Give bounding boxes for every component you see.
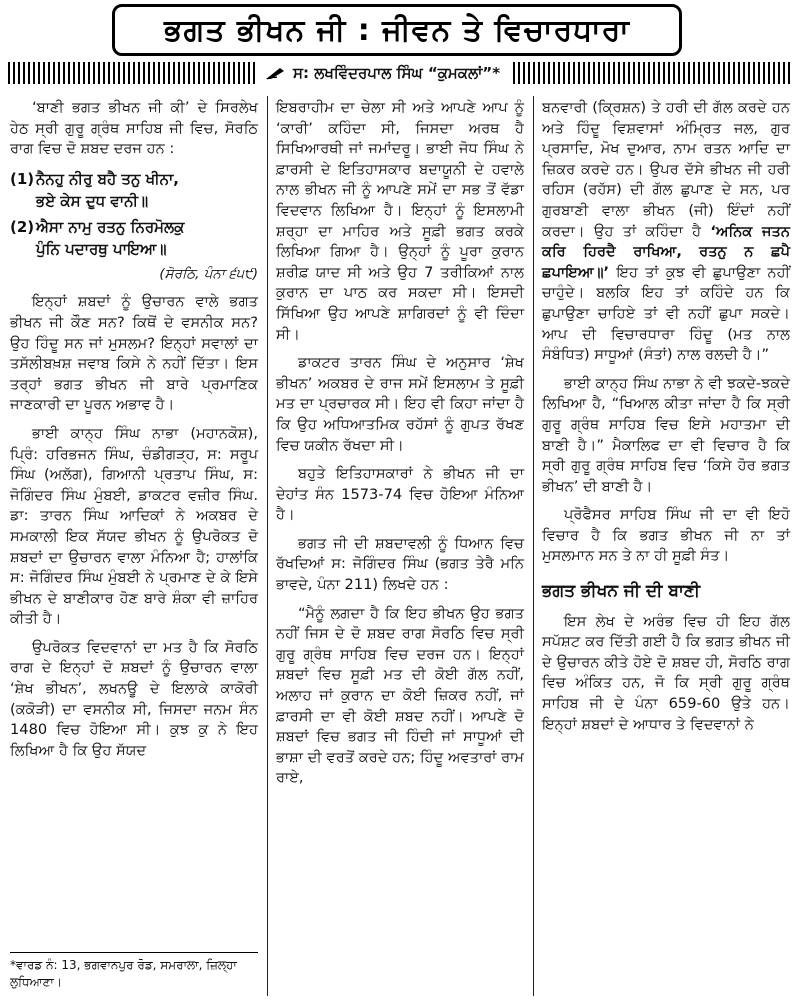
column-1 <box>10 98 258 769</box>
byline <box>255 60 510 86</box>
author-name: ਸ: ਲਖਵਿੰਦਰਪਾਲ ਸਿੰਘ “ਕੁਮਕਲਾਂ”* <box>293 64 501 82</box>
scripture-quote-line: ਰਤਨੁ ਨ ਛਪੈ ਛਪਾਇਆ॥’ <box>542 243 791 281</box>
verse-line: ਨੈਨਹੁ ਨੀਰੁ ਬਹੈ ਤਨੁ ਖੀਨਾ, <box>36 169 179 188</box>
scripture-quote-line: ‘ਅਨਿਕ ਜਤਨ ਕਰਿ ਹਿਰਦੈ ਰਾਖਿਆ, <box>542 222 790 261</box>
verse-number: (1) <box>10 169 35 188</box>
article-title: ਭਗਤ ਭੀਖਨ ਜੀ : ਜੀਵਨ ਤੇ ਵਿਚਾਰਧਾਰਾ <box>164 12 630 48</box>
paragraph: ਪ੍ਰੋਫੈਸਰ ਸਾਹਿਬ ਸਿੰਘ ਜੀ ਦਾ ਵੀ ਇਹੋ ਵਿਚਾਰ ਹੈ ਕਿ ਭਗਤ ਭੀਖਨ ਜੀ ਨਾ ਤਾਂ ਮੁਸਲਮਾਨ ਸਨ ਤੇ ਨਾ ਹੀ ਸੂਫ਼ੀ ਸੰਤ। <box>542 506 790 565</box>
title-box <box>112 4 682 56</box>
paragraph: ਭਗਤ ਜੀ ਦੀ ਸ਼ਬਦਾਵਲੀ ਨੂੰ ਧਿਆਨ ਵਿਚ ਰੱਖਦਿਆਂ ਸ: ਜੋਗਿੰਦਰ ਸਿੰਘ (ਭਗਤ ਤੇਰੈ ਮਨਿ ਭਾਵਦੇ, ਪੰਨਾ 211) ਲਿਖਦੇ ਹਨ : <box>276 534 524 594</box>
paragraph: ਉਪਰੋਕਤ ਵਿਦਵਾਨਾਂ ਦਾ ਮਤ ਹੈ ਕਿ ਸੋਰਠਿ ਰਾਗ ਦੇ ਇਨ੍ਹਾਂ ਦੋ ਸ਼ਬਦਾਂ ਨੂੰ ਉਚਾਰਨ ਵਾਲਾ ‘ਸ਼ੇਖ ਭੀਖਨ’, ਲਖਨਊ ਦੇ ਇਲਾਕੇ ਕਾਕੋਰੀ (ਕਕੋੜੀ) ਦਾ ਵਸਨੀਕ ਸੀ, ਜਿਸਦਾ ਜਨਮ ਸੰਨ 1480 ਵਿਚ ਹੋਇਆ ਸੀ। ਕੁਝ ਕੁ ਨੇ ਇਹ ਲਿਖਿਆ ਹੈ ਕਿ ਉਹ ਸੱਯਦ <box>10 638 258 759</box>
paragraph-text: ਬਨਵਾਰੀ (ਕ੍ਰਿਸ਼ਨ) ਤੇ ਹਰੀ ਦੀ ਗੱਲ ਕਰਦੇ ਹਨ ਅਤੇ ਹਿੰਦੂ ਵਿਸ਼ਵਾਸਾਂ ਅੰਮ੍ਰਿਤ ਜਲ, ਗੁਰ ਪ੍ਰਸਾਦਿ, ਮੋਖ ਦੁਆਰ, ਨਾਮ ਰਤਨ ਆਦਿ ਦਾ ਜ਼ਿਕਰ ਕਰਦੇ ਹਨ। ਉਪਰ ਦੱਸੇ ਭੀਖਨ ਜੀ ਹਰੀ ਰਹਿਸ (ਰਹੱਸ) ਦੀ ਗੱਲ ਛੁਪਾਣ ਦੇ ਸਨ, ਪਰ ਗੁਰਬਾਣੀ ਵਾਲਾ ਭੀਖਨ (ਜੀ) ਇੰਦਾਂ ਨਹੀਂ ਕਰਦਾ। ਉਹ ਤਾਂ ਕਹਿੰਦਾ ਹੈ <box>542 99 790 240</box>
paragraph: ਇਸ ਲੇਖ ਦੇ ਅਰੰਭ ਵਿਚ ਹੀ ਇਹ ਗੱਲ ਸਪੱਸ਼ਟ ਕਰ ਦਿੱਤੀ ਗਈ ਹੈ ਕਿ ਭਗਤ ਭੀਖਨ ਜੀ ਦੇ ਉਚਾਰਨ ਕੀਤੇ ਹੋਏ ਦੋ ਸ਼ਬਦ ਹੀ, ਸੋਰਠਿ ਰਾਗ ਵਿਚ ਅੰਕਿਤ ਹਨ, ਜੋ ਕਿ ਸ੍ਰੀ ਗੁਰੂ ਗ੍ਰੰਥ ਸਾਹਿਬ ਜੀ ਦੇ ਪੰਨਾ 659-60 ਉਤੇ ਹਨ। ਇਨ੍ਹਾਂ ਸ਼ਬਦਾਂ ਦੇ ਆਧਾਰ ਤੇ ਵਿਦਵਾਨਾਂ ਨੇ <box>542 612 790 733</box>
verse-1 <box>10 168 258 212</box>
column-divider <box>267 96 268 996</box>
verse-number: (2) <box>10 217 35 236</box>
quotation: “ਮੈਨੂੰ ਲਗਦਾ ਹੈ ਕਿ ਇਹ ਭੀਖਨ ਉਹ ਭਗਤ ਨਹੀਂ ਜਿਸ ਦੇ ਦੋ ਸ਼ਬਦ ਰਾਗ ਸੋਰਠਿ ਵਿਚ ਸ੍ਰੀ ਗੁਰੂ ਗ੍ਰੰਥ ਸਾਹਿਬ ਵਿਚ ਦਰਜ ਹਨ। ਇਨ੍ਹਾਂ ਸ਼ਬਦਾਂ ਵਿਚ ਸੂਫ਼ੀ ਮਤ ਦੀ ਕੋਈ ਗੱਲ ਨਹੀਂ, ਅਲਾਹ ਜਾਂ ਕੁਰਾਨ ਦਾ ਕੋਈ ਜ਼ਿਕਰ ਨਹੀਂ, ਜਾਂ ਫ਼ਾਰਸੀ ਦਾ ਵੀ ਕੋਈ ਸ਼ਬਦ ਨਹੀਂ। ਆਪਣੇ ਦੋ ਸ਼ਬਦਾਂ ਵਿਚ ਭਗਤ ਜੀ ਹਿੰਦੀ ਜਾਂ ਸਾਧੂਆਂ ਦੀ ਭਾਸ਼ਾ ਦੀ ਵਰਤੋਂ ਕਰਦੇ ਹਨ; ਹਿੰਦੂ ਅਵਤਾਰਾਂ ਰਾਮ ਰਾਏ, <box>276 604 524 787</box>
paragraph-text: ਇਹ ਤਾਂ ਕੁਝ ਵੀ ਛੁਪਾਉਣਾ ਨਹੀਂ ਚਾਹੁੰਦੇ। ਬਲਕਿ ਇਹ ਤਾਂ ਕਹਿੰਦੇ ਹਨ ਕਿ ਛੁਪਾਉਣਾ ਚਾਹਿਏ ਤਾਂ ਵੀ ਨਹੀਂ ਛੁਪਾ ਸਕਦੇ। ਆਪ ਦੀ ਵਿਚਾਰਧਾਰਾ ਹਿੰਦੂ (ਮਤ ਨਾਲ ਸੰਬੰਧਿਤ) ਸਾਧੂਆਂ (ਸੰਤਾਂ) ਨਾਲ ਰਲਦੀ ਹੈ।” <box>542 263 790 364</box>
verse-reference: (ਸੋਰਠਿ, ਪੰਨਾ ੬੫੯) <box>159 265 258 282</box>
verse-line: ਐਸਾ ਨਾਮੁ ਰਤਨੁ ਨਿਰਮੋਲਕੁ <box>36 217 185 236</box>
paragraph: ਇਬਰਾਹੀਮ ਦਾ ਚੇਲਾ ਸੀ ਅਤੇ ਆਪਣੇ ਆਪ ਨੂੰ ‘ਕਾਰੀ’ ਕਹਿੰਦਾ ਸੀ, ਜਿਸਦਾ ਅਰਥ ਹੈ ਸਿਖਿਆਰਥੀ ਜਾਂ ਜਮਾਂਦਰੂ। ਭਾਈ ਜੋਧ ਸਿੰਘ ਨੇ ਫ਼ਾਰਸੀ ਦੇ ਇਤਿਹਾਸਕਾਰ ਬਦਾਯੂਨੀ ਦੇ ਹਵਾਲੇ ਨਾਲ ਭੀਖਨ ਜੀ ਨੂੰ ਆਪਣੇ ਸਮੇਂ ਦਾ ਸਭ ਤੋਂ ਵੱਡਾ ਵਿਦਵਾਨ ਲਿਖਿਆ ਹੈ। ਇਨ੍ਹਾਂ ਨੂੰ ਇਸਲਾਮੀ ਸ਼ਰ੍ਹਾ ਦਾ ਮਾਹਿਰ ਅਤੇ ਸੂਫ਼ੀ ਭਗਤ ਕਰਕੇ ਲਿਖਿਆ ਗਿਆ ਹੈ। ਉਨ੍ਹਾਂ ਨੂੰ ਪੂਰਾ ਕੁਰਾਨ ਸ਼ਰੀਫ਼ ਯਾਦ ਸੀ ਅਤੇ ਉਹ 7 ਤਰੀਕਿਆਂ ਨਾਲ ਕੁਰਾਨ ਦਾ ਪਾਠ ਕਰ ਸਕਦਾ ਸੀ। ਇਸਦੀ ਸਿੱਖਿਆ ਉਹ ਆਪਣੇ ਸ਼ਾਗਿਰਦਾਂ ਨੂੰ ਵੀ ਦਿੰਦਾ ਸੀ। <box>276 99 524 343</box>
paragraph: ‘ਬਾਣੀ ਭਗਤ ਭੀਖਨ ਜੀ ਕੀ’ ਦੇ ਸਿਰਲੇਖ ਹੇਠ ਸ੍ਰੀ ਗੁਰੂ ਗ੍ਰੰਥ ਸਾਹਿਬ ਜੀ ਵਿਚ, ਸੋਰਠਿ ਰਾਗ ਵਿਚ ਦੋ ਸ਼ਬਦ ਦਰਜ ਹਨ : <box>10 99 258 158</box>
paragraph: ਭਾਈ ਕਾਨ੍ਹ ਸਿੰਘ ਨਾਭਾ ਨੇ ਵੀ ਝਕਦੇ-ਝਕਦੇ ਲਿਖਿਆ ਹੈ, “ਖਿਆਲ ਕੀਤਾ ਜਾਂਦਾ ਹੈ ਕਿ ਸ੍ਰੀ ਗੁਰੂ ਗ੍ਰੰਥ ਸਾਹਿਬ ਵਿਚ ਇਸੇ ਮਹਾਤਮਾ ਦੀ ਬਾਣੀ ਹੈ।” ਮੈਕਾਲਿਫ ਦਾ ਵੀ ਵਿਚਾਰ ਹੈ ਕਿ ਸ੍ਰੀ ਗੁਰੂ ਗ੍ਰੰਥ ਸਾਹਿਬ ਵਿਚ ‘ਕਿਸੇ ਹੋਰ ਭਗਤ ਭੀਖਨ’ ਦੀ ਬਾਣੀ ਹੈ। <box>542 374 790 495</box>
column-divider <box>533 96 534 996</box>
verse-line: ਭਏ ਕੇਸ ਦੁਧ ਵਾਨੀ॥ <box>36 191 149 210</box>
verse-line: ਪੁੰਨਿ ਪਦਾਰਥੁ ਪਾਇਆ॥ <box>36 239 167 258</box>
column-3 <box>542 98 790 743</box>
section-heading: ਭਗਤ ਭੀਖਨ ਜੀ ਦੀ ਬਾਣੀ <box>542 581 700 602</box>
pen-icon <box>265 66 287 80</box>
paragraph: ਇਨ੍ਹਾਂ ਸ਼ਬਦਾਂ ਨੂੰ ਉਚਾਰਨ ਵਾਲੇ ਭਗਤ ਭੀਖਨ ਜੀ ਕੌਣ ਸਨ? ਕਿਥੋਂ ਦੇ ਵਸਨੀਕ ਸਨ? ਉਹ ਹਿੰਦੂ ਸਨ ਜਾਂ ਮੁਸਲਮ? ਇਨ੍ਹਾਂ ਸਵਾਲਾਂ ਦਾ ਤਸੱਲੀਬਖ਼ਸ਼ ਜਵਾਬ ਕਿਸੇ ਨੇ ਨਹੀਂ ਦਿੱਤਾ। ਇਸ ਤਰ੍ਹਾਂ ਭਗਤ ਭੀਖਨ ਜੀ ਬਾਰੇ ਪ੍ਰਮਾਣਿਕ ਜਾਣਕਾਰੀ ਦਾ ਪੂਰਨ ਅਭਾਵ ਹੈ। <box>10 293 258 414</box>
column-2 <box>276 98 524 797</box>
paragraph: ਭਾਈ ਕਾਨ੍ਹ ਸਿੰਘ ਨਾਭਾ (ਮਹਾਨਕੋਸ਼), ਪ੍ਰਿੰ: ਹਰਿਭਜਨ ਸਿੰਘ, ਚੰਡੀਗੜ੍ਹ, ਸ: ਸਰੂਪ ਸਿੰਘ (ਅਲੱਗ), ਗਿਆਨੀ ਪ੍ਰਤਾਪ ਸਿੰਘ, ਸ: ਜੋਗਿੰਦਰ ਸਿੰਘ ਮੁੰਬਈ, ਡਾਕਟਰ ਵਜ਼ੀਰ ਸਿੰਘ. ਡਾ: ਤਾਰਨ ਸਿੰਘ ਆਦਿਕਾਂ ਨੇ ਅਕਬਰ ਦੇ ਸਮਕਾਲੀ ਇਕ ਸੱਯਦ ਭੀਖਨ ਨੂੰ ਉਪਰੋਕਤ ਦੋ ਸ਼ਬਦਾਂ ਦਾ ਉਚਾਰਨ ਵਾਲਾ ਮੰਨਿਆ ਹੈ; ਹਾਲਾਂਕਿ ਸ: ਜੋਗਿੰਦਰ ਸਿੰਘ ਮੁੰਬਈ ਨੇ ਪ੍ਰਮਾਣ ਦੇ ਕੇ ਇਸੇ ਭੀਖਨ ਦੇ ਬਾਣੀਕਾਰ ਹੋਣ ਬਾਰੇ ਸ਼ੰਕਾ ਵੀ ਜ਼ਾਹਿਰ ਕੀਤੀ ਹੈ। <box>10 424 258 628</box>
paragraph: ਬਹੁਤੇ ਇਤਿਹਾਸਕਾਰਾਂ ਨੇ ਭੀਖਨ ਜੀ ਦਾ ਦੇਹਾਂਤ ਸੰਨ 1573-74 ਵਿਚ ਹੋਇਆ ਮੰਨਿਆ ਹੈ। <box>276 465 524 524</box>
author-footnote: *ਵਾਰਡ ਨੰ: 13, ਭਗਵਾਨਪੁਰ ਰੋਡ, ਸਮਰਾਲਾ, ਜ਼ਿਲ੍ਹਾ ਲੁਧਿਆਣਾ। <box>10 952 258 991</box>
paragraph <box>542 98 790 366</box>
verse-2 <box>10 216 258 260</box>
paragraph: ਡਾਕਟਰ ਤਾਰਨ ਸਿੰਘ ਦੇ ਅਨੁਸਾਰ ‘ਸ਼ੇਖ ਭੀਖਨ’ ਅਕਬਰ ਦੇ ਰਾਜ ਸਮੇਂ ਇਸਲਾਮ ਤੇ ਸੂਫ਼ੀ ਮਤ ਦਾ ਪ੍ਰਚਾਰਕ ਸੀ। ਇਹ ਵੀ ਕਿਹਾ ਜਾਂਦਾ ਹੈ ਕਿ ਉਹ ਅਧਿਆਤਮਿਕ ਰਹੱਸਾਂ ਨੂੰ ਗੁਪਤ ਰੱਖਣ ਵਿਚ ਯਕੀਨ ਰੱਖਦਾ ਸੀ। <box>276 354 524 454</box>
